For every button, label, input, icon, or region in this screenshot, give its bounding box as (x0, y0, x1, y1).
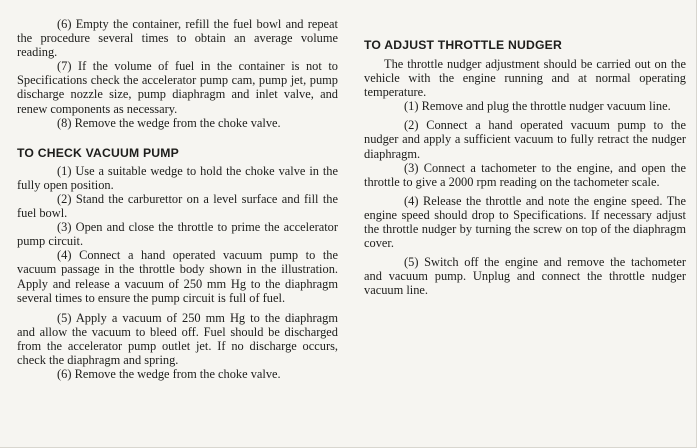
vacuum-step-1 (17, 164, 338, 192)
step-number: (7) (57, 59, 72, 74)
step-text: Connect a tachometer to the engine, and open the throttle to give a 2000 rpm reading on the tachometer scale. (364, 160, 687, 189)
step-text: Switch off the engine and remove the tachometer and vacuum pump. Unplug and connect the throttle nudger vacuum line. (364, 255, 686, 298)
step-number: (4) (404, 193, 419, 208)
step-text: Connect a hand operated vacuum pump to the nudger and apply a sufficient vacuum to fully retract the nudger diaphragm. (364, 118, 686, 161)
section-heading-adjust-throttle-nudger: TO ADJUST THROTTLE NUDGER (364, 38, 562, 52)
paragraph-step-8 (17, 116, 338, 130)
step-text: Connect a hand operated vacuum pump to the vacuum passage in the throttle body shown in the illustration. Apply and release a vacuum of 250 mm Hg to the diaphragm several times to ensure the pump circuit is full of fuel. (17, 248, 338, 305)
step-text: Stand the carburettor on a level surface and fill the fuel bowl. (17, 191, 338, 221)
step-text: Release the throttle and note the engine speed. The engine speed should drop to Specifications. If necessary adjust the throttle nudger by turning the screw on top of the diaphragm cover. (364, 193, 686, 251)
step-number: (3) (404, 160, 419, 175)
vacuum-step-5 (17, 311, 338, 367)
vacuum-step-3 (17, 220, 338, 248)
step-number: (2) (57, 191, 72, 206)
step-number: (1) (57, 163, 72, 178)
step-number: (6) (57, 17, 72, 31)
nudger-intro: The throttle nudger adjustment should be carried out on the vehicle with the engine running and at normal operating temperature. (364, 57, 686, 100)
left-column (17, 0, 338, 381)
step-number: (8) (57, 115, 72, 130)
step-number: (5) (57, 310, 72, 325)
vacuum-step-4 (17, 248, 338, 304)
step-text: Remove the wedge from the choke valve. (74, 115, 281, 130)
nudger-step-1 (364, 99, 686, 113)
step-text: If the volume of fuel in the container is not to Specifications check the accelerator pump cam, pump jet, pump discharge nozzle size, pump diaphragm and inlet valve, and renew components as necessary. (17, 59, 338, 116)
step-text: Use a suitable wedge to hold the choke valve in the fully open position. (17, 163, 338, 192)
section-heading-check-vacuum-pump: TO CHECK VACUUM PUMP (17, 145, 179, 160)
step-number: (3) (57, 220, 72, 235)
nudger-step-2 (364, 118, 686, 160)
right-column (364, 0, 686, 298)
nudger-step-5 (364, 255, 686, 297)
step-number: (5) (404, 255, 419, 270)
step-text: Empty the container, refill the fuel bowl and repeat the procedure several times to obtain an average volume reading. (17, 17, 338, 60)
step-text: Apply a vacuum of 250 mm Hg to the diaphragm and allow the vacuum to bleed off. Fuel should be discharged from the accelerator pump outlet jet. If no discharge occurs, check the diaphragm and spring. (17, 310, 338, 367)
step-number: (1) (404, 99, 419, 114)
step-number: (2) (404, 118, 419, 133)
step-text: Remove the wedge from the choke valve. (74, 367, 281, 382)
paragraph-step-7 (17, 59, 338, 115)
paragraph-step-6 (17, 17, 338, 59)
vacuum-step-6 (17, 367, 338, 381)
vacuum-step-2 (17, 192, 338, 220)
step-number: (4) (57, 248, 72, 263)
step-text: Open and close the throttle to prime the accelerator pump circuit. (17, 220, 338, 249)
nudger-step-3 (364, 161, 686, 189)
step-number: (6) (57, 367, 72, 382)
step-text: Remove and plug the throttle nudger vacuum line. (421, 99, 671, 114)
nudger-step-4 (364, 194, 686, 250)
